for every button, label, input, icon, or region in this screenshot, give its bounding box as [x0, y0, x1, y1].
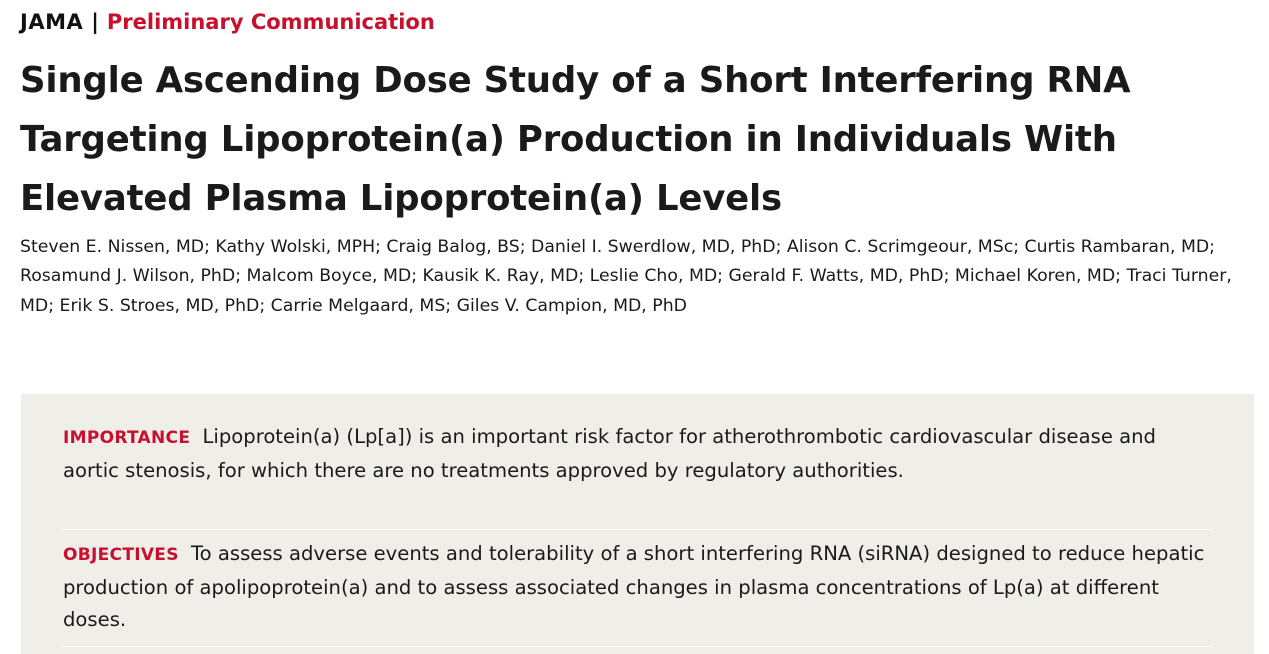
article-type: Preliminary Communication	[106, 10, 435, 34]
importance-label: IMPORTANCE	[63, 428, 191, 448]
importance-text: Lipoprotein(a) (Lp[a]) is an important risk factor for atherothrombotic cardiovascular disease and aortic stenosis, for which there are no treatments approved by regulatory authorities.	[63, 425, 1156, 482]
abstract-divider	[63, 529, 1213, 530]
abstract-box	[21, 394, 1254, 654]
abstract-importance	[63, 421, 1213, 487]
objectives-text: To assess adverse events and tolerability of a short interfering RNA (siRNA) designed to reduce hepatic production of apolipoprotein(a) and to assess associated changes in plasma concentrations of Lp(a) at different doses.	[63, 542, 1205, 631]
article-title: Single Ascending Dose Study of a Short Interfering RNA Targeting Lipoprotein(a) Production in Individuals With Elevated Plasma Lipoprotein(a) Levels	[20, 60, 1131, 219]
journal-name: JAMA	[20, 10, 84, 34]
abstract-divider	[63, 646, 1213, 647]
abstract-objectives	[63, 538, 1213, 637]
objectives-label: OBJECTIVES	[63, 545, 179, 565]
header-separator: |	[91, 10, 99, 34]
article-header	[20, 6, 435, 38]
author-list: Steven E. Nissen, MD; Kathy Wolski, MPH; Craig Balog, BS; Daniel I. Swerdlow, MD, PhD; Alison C. Scrimgeour, MSc; Curtis Rambaran, MD; Rosamund J. Wilson, PhD; Malcom Boyce, MD; Kausik K. Ray, MD; Leslie Cho, MD; Gerald F. Watts, MD, PhD; Michael Koren, MD; Traci Turner, MD; Erik S. Stroes, MD, PhD; Carrie Melgaard, MS; Giles V. Campion, MD, PhD	[20, 237, 1232, 316]
